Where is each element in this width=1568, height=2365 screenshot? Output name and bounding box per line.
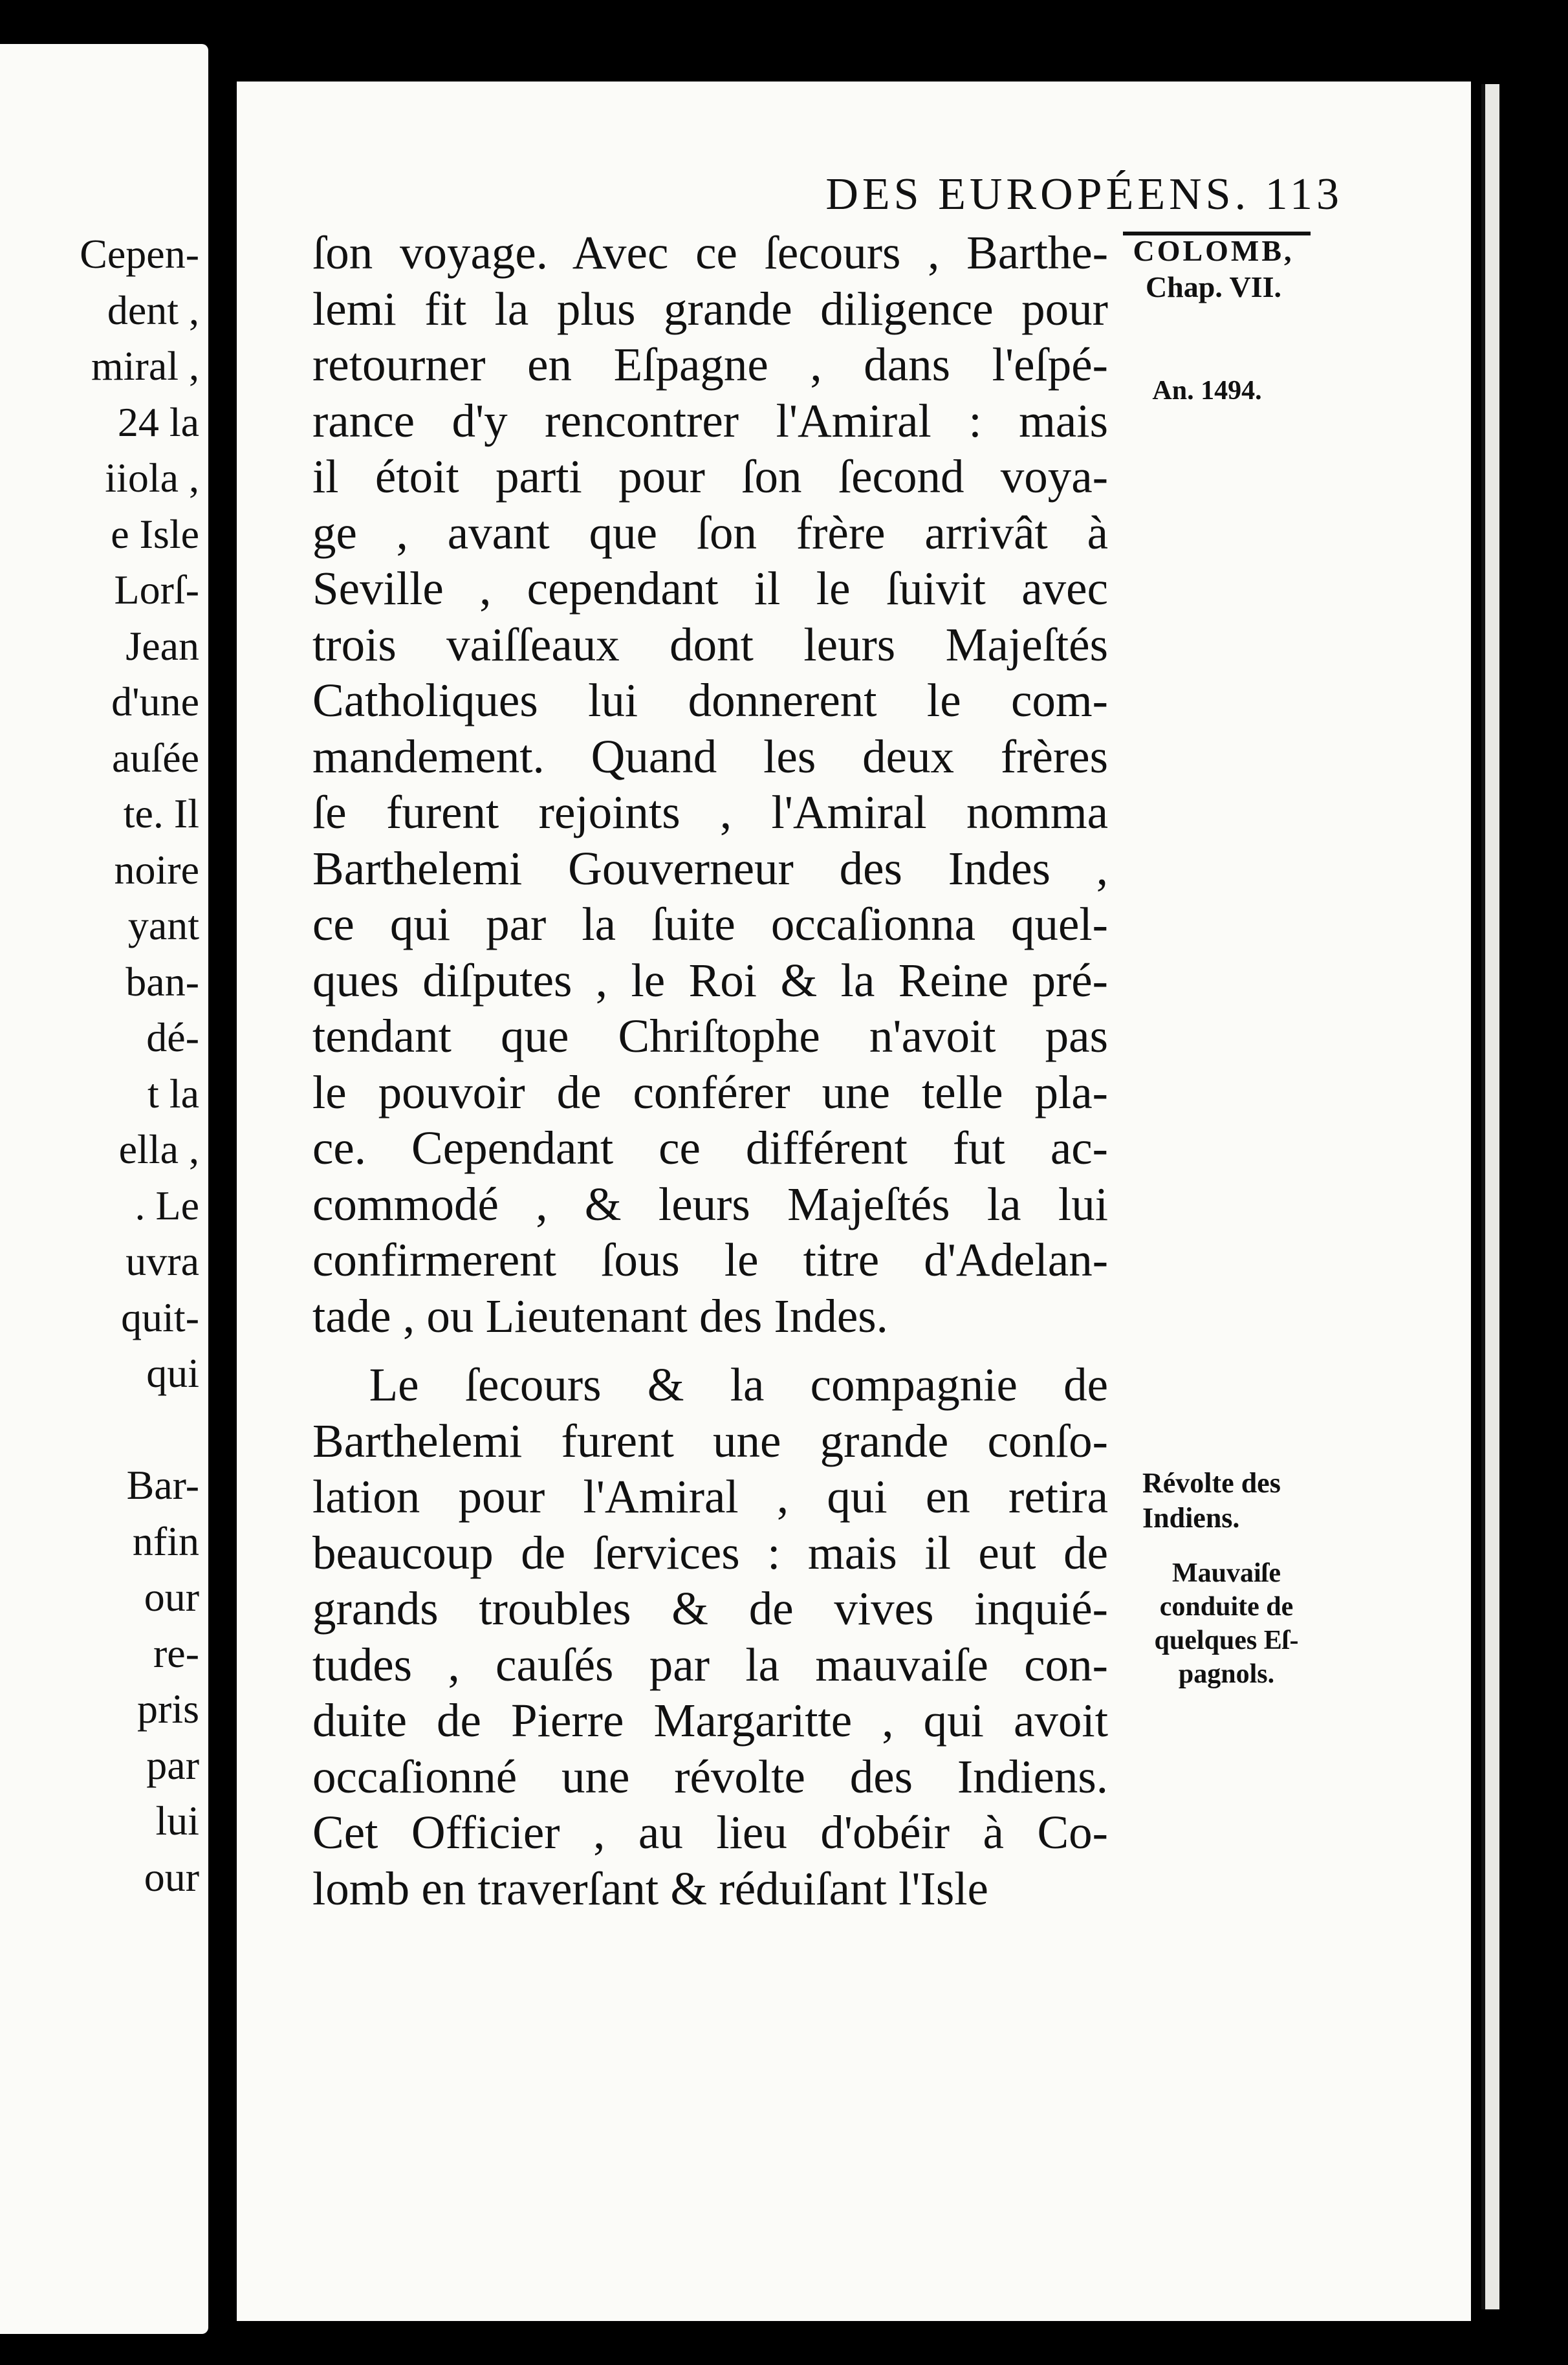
left-fragment-line: Cepen-	[80, 231, 199, 277]
body-line: duite de Pierre Margaritte , qui avoit	[312, 1694, 1108, 1747]
left-fragment-line: lui	[155, 1798, 199, 1844]
conduct-line-4: pagnols.	[1178, 1659, 1275, 1689]
left-fragment-line: re-	[153, 1629, 199, 1676]
left-fragment-line: nfin	[132, 1518, 199, 1564]
left-fragment-line: d'une	[111, 679, 199, 725]
left-fragment-line: e Isle	[111, 510, 199, 557]
body-line: Seville , cependant il le ſuivit avec	[312, 562, 1108, 615]
left-fragment-line: Bar-	[126, 1462, 199, 1508]
left-page-text-fragments	[80, 226, 199, 1905]
body-line: ques diſputes , le Roi & la Reine pré-	[312, 954, 1108, 1007]
body-line: ge , avant que ſon frère arrivât à	[312, 506, 1108, 559]
body-line: il étoit parti pour ſon ſecond voya-	[312, 450, 1108, 503]
left-fragment-line: ella ,	[118, 1126, 199, 1172]
revolt-line-2: Indiens.	[1142, 1502, 1240, 1534]
margin-note-revolt	[1142, 1466, 1336, 1536]
left-fragment-line: qui	[146, 1350, 199, 1396]
page-number: 113	[1265, 169, 1343, 219]
left-fragment-line: ban-	[125, 958, 199, 1005]
body-text	[312, 225, 1108, 1917]
right-page	[237, 82, 1471, 2321]
body-line: ce. Cependant ce différent fut ac-	[312, 1122, 1108, 1174]
left-fragment-line: t la	[147, 1070, 199, 1117]
left-fragment-line	[80, 1402, 199, 1458]
chapter-name: COLOMB,	[1133, 234, 1294, 267]
left-fragment-line: auſée	[112, 734, 199, 781]
left-fragment-line: Jean	[125, 622, 199, 669]
body-line: confirmerent ſous le titre d'Adelan-	[312, 1234, 1108, 1286]
left-fragment-line: noire	[114, 846, 199, 893]
left-fragment-line: our	[144, 1853, 199, 1900]
body-line: rance d'y rencontrer l'Amiral : mais	[312, 394, 1108, 447]
body-line: Cet Officier , au lieu d'obéir à Co-	[312, 1806, 1108, 1858]
conduct-line-1: Mauvaiſe	[1172, 1558, 1281, 1588]
conduct-line-3: quelques Eſ-	[1154, 1626, 1299, 1655]
body-line: mandement. Quand les deux frères	[312, 730, 1108, 783]
body-line: Le ſecours & la compagnie de	[369, 1358, 1108, 1411]
paragraph-gap	[312, 1344, 1108, 1357]
left-fragment-line: dent ,	[107, 287, 199, 333]
body-line: tudes , cauſés par la mauvaiſe con-	[312, 1638, 1108, 1691]
body-line: lemi fit la plus grande diligence pour	[312, 282, 1108, 335]
left-fragment-line: 24 la	[117, 398, 199, 445]
running-title: DES EUROPÉENS.	[825, 169, 1250, 219]
left-fragment-line: our	[144, 1574, 199, 1620]
body-line: Barthelemi Gouverneur des Indes ,	[312, 842, 1108, 895]
left-fragment-line: Lorſ-	[114, 567, 199, 613]
body-line: le pouvoir de conférer une telle pla-	[312, 1065, 1108, 1118]
chapter-number: Chap. VII.	[1145, 270, 1282, 303]
left-fragment-line: yant	[127, 902, 199, 948]
body-line: Catholiques lui donnerent le com-	[312, 674, 1108, 726]
left-fragment-line: uvra	[125, 1238, 199, 1284]
left-fragment-line: . Le	[135, 1182, 199, 1228]
body-line: beaucoup de ſervices : mais il eut de	[312, 1526, 1108, 1579]
revolt-line-1: Révolte des	[1142, 1467, 1281, 1499]
left-fragment-line: te. Il	[123, 790, 199, 836]
body-line: ſon voyage. Avec ce ſecours , Barthe-	[312, 226, 1108, 279]
conduct-line-2: conduite de	[1159, 1592, 1294, 1622]
left-fragment-line: miral ,	[91, 343, 199, 389]
margin-note-year: An. 1494.	[1152, 376, 1262, 406]
left-page	[0, 44, 208, 2334]
body-line: tendant que Chriſtophe n'avoit pas	[312, 1010, 1108, 1062]
body-line: Barthelemi furent une grande conſo-	[312, 1414, 1108, 1467]
body-line: lation pour l'Amiral , qui en retira	[312, 1470, 1108, 1523]
body-line: trois vaiſſeaux dont leurs Majeſtés	[312, 618, 1108, 671]
body-line: lomb en traverſant & réduiſant l'Isle	[312, 1862, 988, 1915]
page-edge	[1481, 84, 1499, 2309]
left-fragment-line: iiola ,	[105, 455, 199, 501]
body-line: retourner en Eſpagne , dans l'eſpé-	[312, 338, 1108, 391]
body-line: commodé , & leurs Majeſtés la lui	[312, 1177, 1108, 1230]
left-fragment-line: par	[146, 1741, 199, 1788]
body-line: occaſionné une révolte des Indiens.	[312, 1750, 1108, 1803]
margin-note-conduct	[1123, 1556, 1330, 1691]
body-line: tade , ou Lieutenant des Indes.	[312, 1289, 888, 1342]
margin-note-chapter	[1116, 233, 1311, 305]
body-line: ce qui par la ſuite occaſionna quel-	[312, 898, 1108, 950]
left-fragment-line: pris	[137, 1686, 199, 1732]
left-fragment-line: quit-	[121, 1294, 199, 1340]
running-header	[424, 169, 1343, 221]
body-line: grands troubles & de vives inquié-	[312, 1582, 1108, 1635]
left-fragment-line: dé-	[146, 1014, 199, 1060]
body-line: ſe furent rejoints , l'Amiral nomma	[312, 786, 1108, 838]
